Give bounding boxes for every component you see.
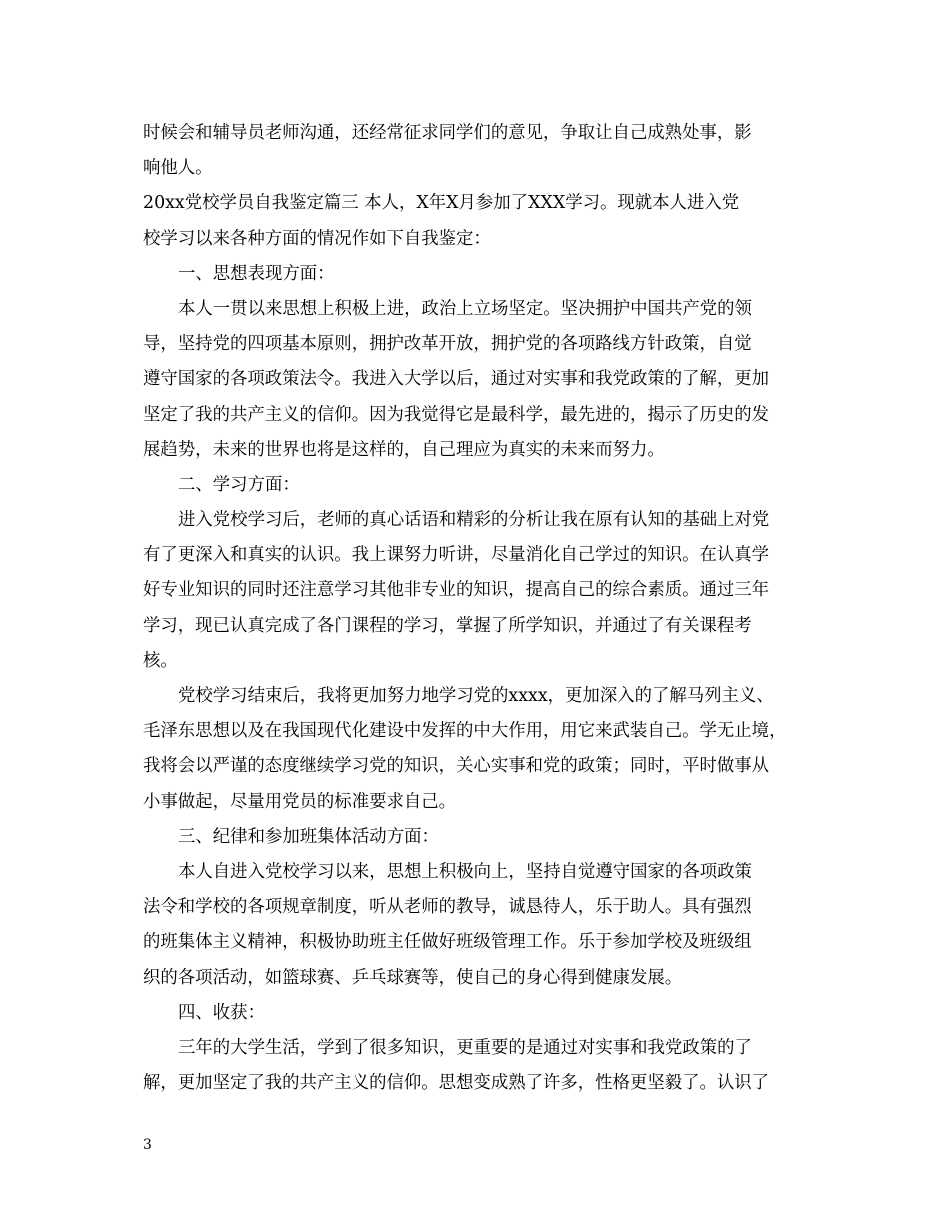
text-line: 遵守国家的各项政策法令。我进入大学以后，通过对实事和我党政策的了解，更加 [143,369,770,390]
text-line: 展趋势，未来的世界也将是这样的，自己理应为真实的未来而努力。 [143,439,665,460]
text-line: 坚定了我的共产主义的信仰。因为我觉得它是最科学，最先进的，揭示了历史的发 [143,404,770,425]
text-line: 四、收获： [178,1002,265,1023]
text-line: 三、纪律和参加班集体活动方面： [178,826,439,847]
text-line: 二、学习方面： [178,474,300,495]
text-line: 的班集体主义精神，积极协助班主任做好班级管理工作。乐于参加学校及班级组 [143,932,752,953]
text-line: 校学习以来各种方面的情况作如下自我鉴定： [143,228,491,249]
text-line: 20xx党校学员自我鉴定篇三 本人，X年X月参加了XXX学习。现就本人进入党 [143,193,740,214]
text-line: 本人自进入党校学习以来，思想上积极向上，坚持自觉遵守国家的各项政策 [178,861,752,882]
page-number: 3 [143,1137,152,1153]
text-line: 本人一贯以来思想上积极上进，政治上立场坚定。坚决拥护中国共产党的领 [178,298,752,319]
text-line: 时候会和辅导员老师沟通，还经常征求同学们的意见，争取让自己成熟处事，影 [143,123,752,143]
text-line: 进入党校学习后，老师的真心话语和精彩的分析让我在原有认知的基础上对党 [178,510,770,531]
text-line: 毛泽东思想以及在我国现代化建设中发挥的中大作用，用它来武装自己。学无止境， [143,721,787,742]
text-line: 我将会以严谨的态度继续学习党的知识，关心实事和党的政策；同时，平时做事从 [143,756,770,777]
text-line: 一、思想表现方面： [178,263,335,284]
text-line: 解，更加坚定了我的共产主义的信仰。思想变成熟了许多，性格更坚毅了。认识了 [143,1073,770,1094]
text-line: 核。 [143,650,178,671]
text-line: 法令和学校的各项规章制度，听从老师的教导，诚恳待人，乐于助人。具有强烈 [143,897,752,918]
text-line: 学习，现已认真完成了各门课程的学习，掌握了所学知识，并通过了有关课程考 [143,615,752,636]
text-line: 导，坚持党的四项基本原则，拥护改革开放，拥护党的各项路线方针政策，自觉 [143,334,752,355]
text-line: 好专业知识的同时还注意学习其他非专业的知识，提高自己的综合素质。通过三年 [143,580,770,601]
text-line: 有了更深入和真实的认识。我上课努力听讲，尽量消化自己学过的知识。在认真学 [143,545,770,566]
text-line: 响他人。 [143,158,213,179]
text-line: 党校学习结束后，我将更加努力地学习党的xxxx，更加深入的了解马列主义、 [178,686,774,706]
text-line: 织的各项活动，如篮球赛、乒乓球赛等，使自己的身心得到健康发展。 [143,967,683,988]
document-body [143,116,815,1101]
text-line: 小事做起，尽量用党员的标准要求自己。 [143,791,457,812]
text-line: 三年的大学生活，学到了很多知识，更重要的是通过对实事和我党政策的了 [178,1037,752,1058]
